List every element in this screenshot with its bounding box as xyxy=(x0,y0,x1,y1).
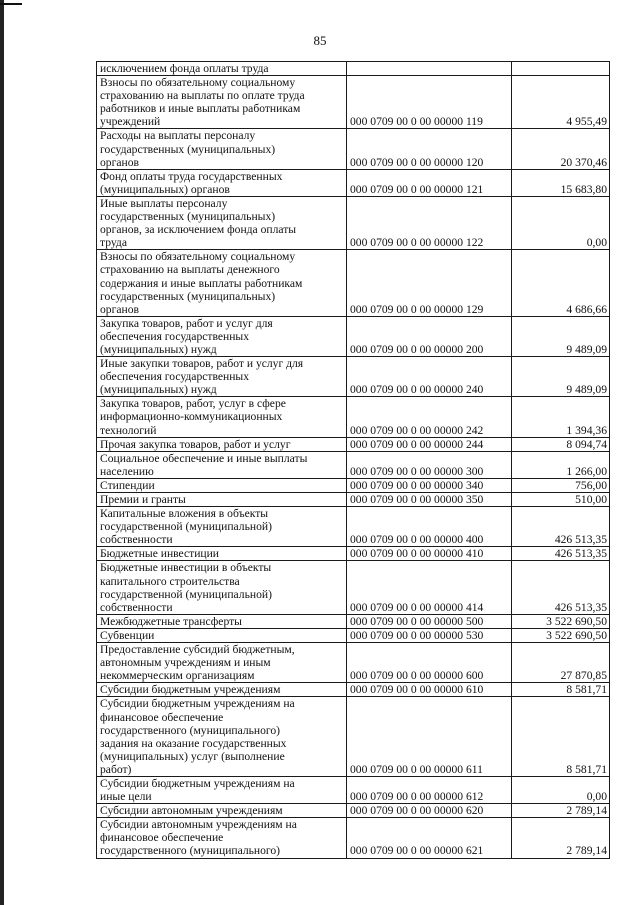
table-row xyxy=(97,628,610,642)
row-code-cell: 000 0709 00 0 00 00000 610 xyxy=(347,683,512,697)
row-code-cell: 000 0709 00 0 00 00000 300 xyxy=(347,451,512,478)
row-code-cell: 000 0709 00 0 00 00000 612 xyxy=(347,776,512,803)
row-amount-cell: 1 394,36 xyxy=(512,397,610,437)
row-amount-cell: 9 489,09 xyxy=(512,316,610,356)
row-name-cell: Закупка товаров, работ и услуг для обеспечения государственных (муниципальных) нужд xyxy=(97,316,347,356)
row-code-cell: 000 0709 00 0 00 00000 119 xyxy=(347,76,512,129)
row-code-cell: 000 0709 00 0 00 00000 410 xyxy=(347,547,512,561)
row-amount-cell: 3 522 690,50 xyxy=(512,614,610,628)
row-code-cell: 000 0709 00 0 00 00000 242 xyxy=(347,397,512,437)
row-name-cell: Расходы на выплаты персоналу государственных (муниципальных) органов xyxy=(97,129,347,169)
row-code-cell: 000 0709 00 0 00 00000 400 xyxy=(347,507,512,547)
row-amount-cell: 1 266,00 xyxy=(512,451,610,478)
row-code-cell xyxy=(347,62,512,76)
table-row xyxy=(97,507,610,547)
row-amount-cell: 15 683,80 xyxy=(512,169,610,196)
row-code-cell: 000 0709 00 0 00 00000 530 xyxy=(347,628,512,642)
row-name-cell: Субсидии бюджетным учреждениям на финансовое обеспечение государственного (муниципального) задания на оказание государственных (муниципальных) услуг (выполнение работ) xyxy=(97,697,347,777)
row-name-cell: Иные выплаты персоналу государственных (муниципальных) органов, за исключением фонда оплаты труда xyxy=(97,196,347,249)
row-amount-cell: 8 581,71 xyxy=(512,683,610,697)
row-code-cell: 000 0709 00 0 00 00000 121 xyxy=(347,169,512,196)
table-row xyxy=(97,547,610,561)
row-amount-cell: 756,00 xyxy=(512,478,610,492)
row-name-cell: Стипендии xyxy=(97,478,347,492)
row-amount-cell xyxy=(512,62,610,76)
table-row xyxy=(97,129,610,169)
row-name-cell: Социальное обеспечение и иные выплаты населению xyxy=(97,451,347,478)
row-name-cell: Взносы по обязательному социальному страхованию на выплаты денежного содержания и иные выплаты работникам государственных (муниципальных) органов xyxy=(97,250,347,316)
row-code-cell: 000 0709 00 0 00 00000 500 xyxy=(347,614,512,628)
row-amount-cell: 2 789,14 xyxy=(512,818,610,858)
row-code-cell: 000 0709 00 0 00 00000 621 xyxy=(347,818,512,858)
row-code-cell: 000 0709 00 0 00 00000 240 xyxy=(347,357,512,397)
table-row xyxy=(97,614,610,628)
table-row xyxy=(97,397,610,437)
scan-edge-bar xyxy=(0,0,4,905)
row-amount-cell: 9 489,09 xyxy=(512,357,610,397)
row-code-cell: 000 0709 00 0 00 00000 120 xyxy=(347,129,512,169)
table-row xyxy=(97,561,610,614)
row-code-cell: 000 0709 00 0 00 00000 350 xyxy=(347,493,512,507)
row-code-cell: 000 0709 00 0 00 00000 340 xyxy=(347,478,512,492)
row-code-cell: 000 0709 00 0 00 00000 129 xyxy=(347,250,512,316)
table-row xyxy=(97,478,610,492)
row-code-cell: 000 0709 00 0 00 00000 414 xyxy=(347,561,512,614)
row-name-cell: Фонд оплаты труда государственных (муниципальных) органов xyxy=(97,169,347,196)
row-code-cell: 000 0709 00 0 00 00000 620 xyxy=(347,804,512,818)
row-name-cell: Субвенции xyxy=(97,628,347,642)
row-name-cell: Капитальные вложения в объекты государственной (муниципальной) собственности xyxy=(97,507,347,547)
table-row xyxy=(97,697,610,777)
row-name-cell: Субсидии бюджетным учреждениям xyxy=(97,683,347,697)
row-amount-cell: 8 581,71 xyxy=(512,697,610,777)
row-code-cell: 000 0709 00 0 00 00000 122 xyxy=(347,196,512,249)
table-row xyxy=(97,493,610,507)
row-name-cell: Предоставление субсидий бюджетным, автономным учреждениям и иным некоммерческим организациям xyxy=(97,643,347,683)
row-name-cell: Субсидии автономным учреждениям xyxy=(97,804,347,818)
table-row xyxy=(97,169,610,196)
row-amount-cell: 0,00 xyxy=(512,196,610,249)
table-row xyxy=(97,316,610,356)
table-row xyxy=(97,804,610,818)
table-row xyxy=(97,643,610,683)
row-code-cell: 000 0709 00 0 00 00000 600 xyxy=(347,643,512,683)
table-row xyxy=(97,250,610,316)
row-amount-cell: 426 513,35 xyxy=(512,507,610,547)
table-row xyxy=(97,437,610,451)
row-name-cell: Субсидии бюджетным учреждениям на иные цели xyxy=(97,776,347,803)
page-number: 85 xyxy=(313,33,327,48)
table-row xyxy=(97,818,610,858)
corner-mark xyxy=(0,3,22,5)
row-name-cell: Премии и гранты xyxy=(97,493,347,507)
budget-table xyxy=(96,61,610,859)
row-name-cell: Бюджетные инвестиции в объекты капитального строительства государственной (муниципальной) собственности xyxy=(97,561,347,614)
row-name-cell: Закупка товаров, работ, услуг в сфере информационно-коммуникационных технологий xyxy=(97,397,347,437)
table-row xyxy=(97,451,610,478)
row-name-cell: Субсидии автономным учреждениям на финансовое обеспечение государственного (муниципального) xyxy=(97,818,347,858)
table-row xyxy=(97,683,610,697)
row-name-cell: Иные закупки товаров, работ и услуг для обеспечения государственных (муниципальных) нужд xyxy=(97,357,347,397)
row-amount-cell: 8 094,74 xyxy=(512,437,610,451)
row-code-cell: 000 0709 00 0 00 00000 611 xyxy=(347,697,512,777)
row-code-cell: 000 0709 00 0 00 00000 244 xyxy=(347,437,512,451)
table-row xyxy=(97,76,610,129)
row-amount-cell: 20 370,46 xyxy=(512,129,610,169)
row-name-cell: Прочая закупка товаров, работ и услуг xyxy=(97,437,347,451)
row-amount-cell: 27 870,85 xyxy=(512,643,610,683)
row-amount-cell: 4 686,66 xyxy=(512,250,610,316)
row-name-cell: Межбюджетные трансферты xyxy=(97,614,347,628)
row-name-cell: Бюджетные инвестиции xyxy=(97,547,347,561)
row-name-cell: исключением фонда оплаты труда xyxy=(97,62,347,76)
row-name-cell: Взносы по обязательному социальному страхованию на выплаты по оплате труда работников и иные выплаты работникам учреждений xyxy=(97,76,347,129)
row-amount-cell: 426 513,35 xyxy=(512,547,610,561)
budget-table-body xyxy=(97,62,610,859)
table-row xyxy=(97,357,610,397)
table-row xyxy=(97,776,610,803)
row-amount-cell: 2 789,14 xyxy=(512,804,610,818)
row-amount-cell: 4 955,49 xyxy=(512,76,610,129)
row-amount-cell: 0,00 xyxy=(512,776,610,803)
table-row xyxy=(97,62,610,76)
row-amount-cell: 426 513,35 xyxy=(512,561,610,614)
row-amount-cell: 510,00 xyxy=(512,493,610,507)
row-code-cell: 000 0709 00 0 00 00000 200 xyxy=(347,316,512,356)
row-amount-cell: 3 522 690,50 xyxy=(512,628,610,642)
table-row xyxy=(97,196,610,249)
